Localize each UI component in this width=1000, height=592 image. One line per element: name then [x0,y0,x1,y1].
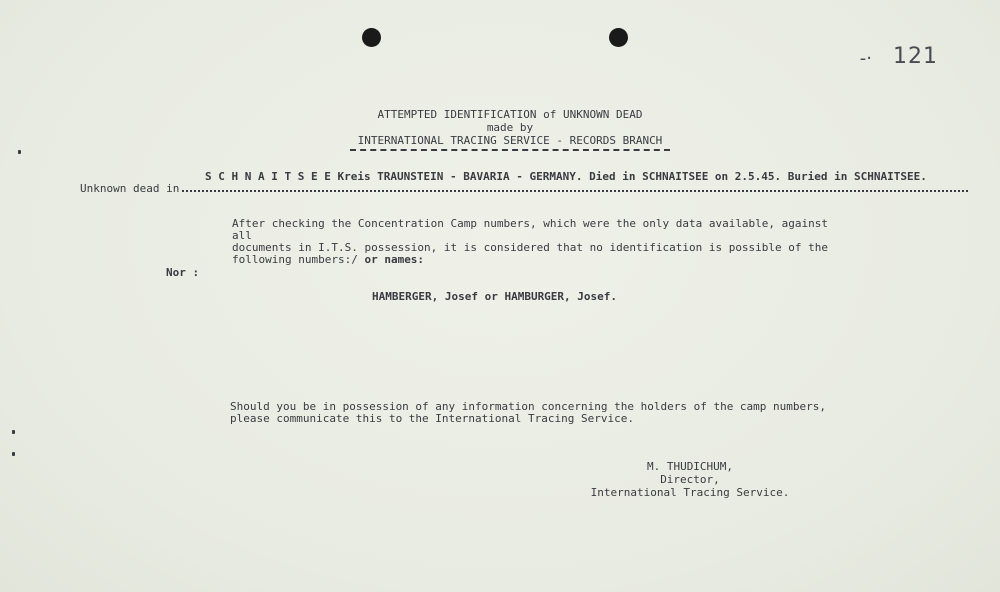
names-list: HAMBERGER, Josef or HAMBURGER, Josef. [372,290,618,303]
signature-organization: International Tracing Service. [590,486,790,499]
header-rule [350,149,670,151]
closing-line-1: Should you be in possession of any information concerning the holders of the camp numbers, [230,400,827,413]
document-header [300,108,720,151]
nor-label: Nor : [166,266,200,279]
punch-hole-left [362,28,381,47]
header-organization: INTERNATIONAL TRACING SERVICE - RECORDS BRANCH [357,134,663,147]
signature-name: M. THUDICHUM, [646,460,734,473]
signature-title: Director, [660,473,720,486]
margin-mark [12,430,15,434]
unknown-dead-label: Unknown dead in [80,182,180,195]
header-title: ATTEMPTED IDENTIFICATION of UNKNOWN DEAD [377,108,643,121]
dash-mark: -· [859,48,872,69]
signature-block [590,460,790,499]
closing-paragraph [230,401,830,425]
margin-mark [18,150,21,154]
body-line-3-plain: following numbers:/ [232,253,365,266]
header-made-by: made by [486,121,534,134]
closing-line-2: please communicate this to the International Tracing Service. [230,412,634,425]
body-line-3 [232,254,852,266]
dotted-line [182,190,968,192]
body-line-3-bold: or names: [364,253,425,266]
page-number: 121 [893,44,938,69]
body-line-1: After checking the Concentration Camp numbers, which were the only data available, against all [232,217,829,242]
body-paragraph [232,218,852,266]
location-line: S C H N A I T S E E Kreis TRAUNSTEIN - BAVARIA - GERMANY. Died in SCHNAITSEE on 2.5.45. Buried in SCHNAITSEE. [205,170,927,183]
body-line-2: documents in I.T.S. possession, it is considered that no identification is possible of the [232,241,829,254]
margin-mark [12,452,15,456]
punch-hole-right [609,28,628,47]
